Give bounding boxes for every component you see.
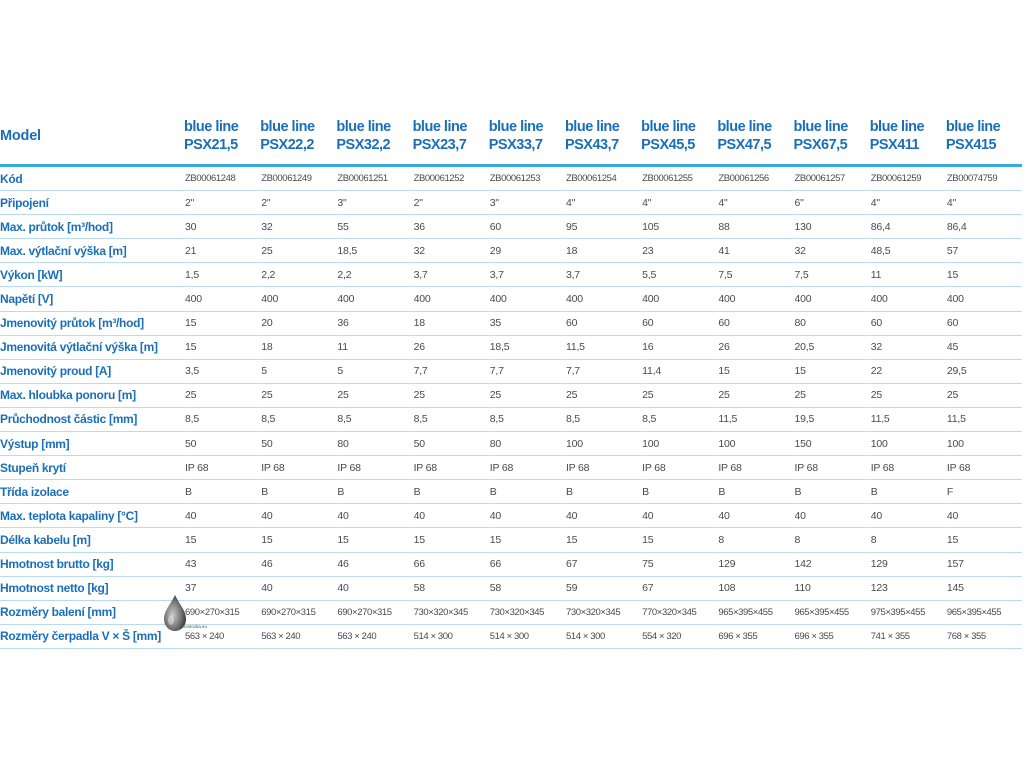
table-cell: 400 xyxy=(946,287,1022,311)
row-label: Výstup [mm] xyxy=(0,432,184,456)
table-cell: 400 xyxy=(184,287,260,311)
table-cell: 46 xyxy=(260,553,336,577)
table-cell: 150 xyxy=(794,432,870,456)
table-cell: B xyxy=(260,480,336,504)
table-cell: 25 xyxy=(184,384,260,408)
row-label: Délka kabelu [m] xyxy=(0,528,184,552)
table-cell: 36 xyxy=(336,312,412,336)
table-cell: 40 xyxy=(565,504,641,528)
table-cell: 123 xyxy=(870,577,946,601)
product-header xyxy=(413,108,489,167)
table-row xyxy=(0,287,1022,311)
table-cell: 59 xyxy=(565,577,641,601)
table-cell: 25 xyxy=(946,384,1022,408)
table-cell: 25 xyxy=(870,384,946,408)
table-cell: ZB00061253 xyxy=(489,167,565,191)
product-line: blue line xyxy=(260,119,315,135)
table-cell: 29,5 xyxy=(946,360,1022,384)
row-label: Třída izolace xyxy=(0,480,184,504)
table-row xyxy=(0,336,1022,360)
table-cell: 400 xyxy=(794,287,870,311)
table-cell: 57 xyxy=(946,239,1022,263)
table-cell: 696 × 355 xyxy=(794,625,870,649)
product-model: PSX23,7 xyxy=(412,137,467,153)
table-cell: 11,4 xyxy=(641,360,717,384)
table-cell: 80 xyxy=(489,432,565,456)
table-cell: 25 xyxy=(260,384,336,408)
table-cell: IP 68 xyxy=(184,456,260,480)
table-cell: 15 xyxy=(489,528,565,552)
table-cell: 8,5 xyxy=(489,408,565,432)
product-model: PSX47,5 xyxy=(717,137,772,153)
table-cell: 11 xyxy=(336,336,412,360)
table-cell: 67 xyxy=(641,577,717,601)
table-cell: B xyxy=(565,480,641,504)
table-cell: 7,5 xyxy=(717,263,793,287)
table-cell: 8,5 xyxy=(565,408,641,432)
table-cell: 11,5 xyxy=(870,408,946,432)
table-cell: 32 xyxy=(870,336,946,360)
product-header xyxy=(717,108,793,167)
table-cell: 105 xyxy=(641,215,717,239)
table-cell: 400 xyxy=(565,287,641,311)
table-cell: 40 xyxy=(717,504,793,528)
table-cell: 25 xyxy=(565,384,641,408)
table-cell: ZB00061255 xyxy=(641,167,717,191)
row-label: Kód xyxy=(0,167,184,191)
table-cell: 41 xyxy=(717,239,793,263)
table-cell: 7,7 xyxy=(413,360,489,384)
table-row xyxy=(0,456,1022,480)
table-cell: 4" xyxy=(641,191,717,215)
table-row xyxy=(0,408,1022,432)
table-cell: 100 xyxy=(870,432,946,456)
row-label: Rozměry čerpadla V × Š [mm] xyxy=(0,625,184,649)
table-cell: IP 68 xyxy=(794,456,870,480)
table-cell: 16 xyxy=(641,336,717,360)
table-cell: 400 xyxy=(489,287,565,311)
table-cell: 8,5 xyxy=(260,408,336,432)
table-row xyxy=(0,504,1022,528)
table-cell: ZB00074759 xyxy=(946,167,1022,191)
product-header xyxy=(260,108,336,167)
table-cell: 400 xyxy=(717,287,793,311)
spec-table xyxy=(0,108,1022,649)
table-cell: 40 xyxy=(489,504,565,528)
table-cell: 563 × 240 xyxy=(184,625,260,649)
table-cell: 46 xyxy=(336,553,412,577)
table-cell: IP 68 xyxy=(489,456,565,480)
table-cell: 8,5 xyxy=(641,408,717,432)
table-cell: 157 xyxy=(946,553,1022,577)
product-model: PSX21,5 xyxy=(184,137,238,153)
table-cell: 32 xyxy=(794,239,870,263)
table-cell: 36 xyxy=(413,215,489,239)
row-label: Max. výtlační výška [m] xyxy=(0,239,184,263)
table-cell: 8,5 xyxy=(413,408,489,432)
table-cell: 5 xyxy=(260,360,336,384)
table-cell: IP 68 xyxy=(565,456,641,480)
table-cell: 88 xyxy=(717,215,793,239)
table-cell: 60 xyxy=(565,312,641,336)
product-line: blue line xyxy=(945,119,1001,135)
table-cell: 730×320×345 xyxy=(413,601,489,625)
product-header xyxy=(641,108,717,167)
table-cell: ZB00061254 xyxy=(565,167,641,191)
product-line: blue line xyxy=(412,119,467,135)
table-cell: 40 xyxy=(641,504,717,528)
table-cell: B xyxy=(870,480,946,504)
row-label: Max. hloubka ponoru [m] xyxy=(0,384,184,408)
table-cell: 110 xyxy=(794,577,870,601)
table-cell: 965×395×455 xyxy=(794,601,870,625)
row-label: Stupeň krytí xyxy=(0,456,184,480)
row-label: Hmotnost brutto [kg] xyxy=(0,553,184,577)
table-cell: 40 xyxy=(184,504,260,528)
row-label: Jmenovitá výtlační výška [m] xyxy=(0,336,184,360)
table-cell: 55 xyxy=(336,215,412,239)
product-header xyxy=(794,108,870,167)
table-row xyxy=(0,480,1022,504)
table-cell: IP 68 xyxy=(413,456,489,480)
table-cell: 3,7 xyxy=(489,263,565,287)
table-cell: 18,5 xyxy=(336,239,412,263)
table-cell: 8 xyxy=(870,528,946,552)
product-header xyxy=(946,108,1022,167)
product-header xyxy=(489,108,565,167)
table-cell: 770×320×345 xyxy=(641,601,717,625)
table-row xyxy=(0,625,1022,649)
table-cell: 400 xyxy=(870,287,946,311)
table-cell: 40 xyxy=(336,577,412,601)
table-cell: 400 xyxy=(336,287,412,311)
table-cell: 15 xyxy=(184,528,260,552)
table-cell: 86,4 xyxy=(946,215,1022,239)
product-line: blue line xyxy=(641,119,696,135)
table-cell: 7,7 xyxy=(489,360,565,384)
table-cell: ZB00061259 xyxy=(870,167,946,191)
product-model: PSX33,7 xyxy=(488,137,543,153)
table-cell: 95 xyxy=(565,215,641,239)
table-cell: 130 xyxy=(794,215,870,239)
table-cell: 768 × 355 xyxy=(946,625,1022,649)
table-cell: 8,5 xyxy=(184,408,260,432)
row-label: Hmotnost netto [kg] xyxy=(0,577,184,601)
product-header xyxy=(184,108,260,167)
table-cell: 60 xyxy=(641,312,717,336)
table-cell: 86,4 xyxy=(870,215,946,239)
table-cell: 730×320×345 xyxy=(565,601,641,625)
table-cell: 8 xyxy=(717,528,793,552)
table-cell: 3,7 xyxy=(565,263,641,287)
table-cell: 142 xyxy=(794,553,870,577)
product-model: PSX45,5 xyxy=(641,137,695,153)
table-cell: 43 xyxy=(184,553,260,577)
table-cell: B xyxy=(794,480,870,504)
table-cell: 7,7 xyxy=(565,360,641,384)
table-cell: 8,5 xyxy=(336,408,412,432)
table-cell: ZB00061257 xyxy=(794,167,870,191)
table-cell: 514 × 300 xyxy=(489,625,565,649)
table-cell: 50 xyxy=(184,432,260,456)
table-row xyxy=(0,263,1022,287)
table-cell: 15 xyxy=(641,528,717,552)
table-cell: 100 xyxy=(565,432,641,456)
table-cell: F xyxy=(946,480,1022,504)
table-cell: 29 xyxy=(489,239,565,263)
product-line: blue line xyxy=(184,119,239,135)
table-cell: 75 xyxy=(641,553,717,577)
table-cell: 40 xyxy=(870,504,946,528)
table-cell: 400 xyxy=(260,287,336,311)
product-header xyxy=(565,108,641,167)
product-line: blue line xyxy=(564,119,620,135)
table-row xyxy=(0,312,1022,336)
row-label: Max. průtok [m³/hod] xyxy=(0,215,184,239)
table-cell: ZB00061252 xyxy=(413,167,489,191)
table-cell: 15 xyxy=(946,528,1022,552)
product-line: blue line xyxy=(793,119,848,135)
table-cell: 100 xyxy=(641,432,717,456)
row-label: Jmenovitý proud [A] xyxy=(0,360,184,384)
table-cell: IP 68 xyxy=(946,456,1022,480)
table-cell: 25 xyxy=(336,384,412,408)
row-label: Výkon [kW] xyxy=(0,263,184,287)
table-cell: 58 xyxy=(489,577,565,601)
model-header: Model xyxy=(0,108,184,167)
table-cell: 80 xyxy=(794,312,870,336)
table-cell: 129 xyxy=(717,553,793,577)
table-cell: 1,5 xyxy=(184,263,260,287)
table-cell: 32 xyxy=(413,239,489,263)
table-cell: 690×270×315 xyxy=(184,601,260,625)
product-line: blue line xyxy=(488,119,544,135)
table-cell: 30 xyxy=(184,215,260,239)
table-cell: B xyxy=(336,480,412,504)
table-cell: 6" xyxy=(794,191,870,215)
table-cell: 400 xyxy=(413,287,489,311)
table-cell: 696 × 355 xyxy=(717,625,793,649)
table-cell: 18,5 xyxy=(489,336,565,360)
table-row xyxy=(0,528,1022,552)
table-cell: 18 xyxy=(260,336,336,360)
table-cell: ZB00061251 xyxy=(336,167,412,191)
product-model: PSX43,7 xyxy=(564,137,619,153)
product-header xyxy=(870,108,946,167)
table-cell: 15 xyxy=(946,263,1022,287)
table-cell: 32 xyxy=(260,215,336,239)
table-cell: 975×395×455 xyxy=(870,601,946,625)
table-cell: 2,2 xyxy=(260,263,336,287)
table-cell: 4" xyxy=(946,191,1022,215)
table-cell: 58 xyxy=(413,577,489,601)
header-row xyxy=(0,108,1022,167)
table-row xyxy=(0,432,1022,456)
table-cell: 965×395×455 xyxy=(717,601,793,625)
product-model: PSX411 xyxy=(869,137,920,153)
table-cell: 100 xyxy=(717,432,793,456)
table-cell: 690×270×315 xyxy=(336,601,412,625)
product-line: blue line xyxy=(717,119,772,135)
row-label: Jmenovitý průtok [m³/hod] xyxy=(0,312,184,336)
table-cell: 60 xyxy=(717,312,793,336)
table-cell: 20,5 xyxy=(794,336,870,360)
table-cell: B xyxy=(413,480,489,504)
table-cell: IP 68 xyxy=(336,456,412,480)
product-model: PSX67,5 xyxy=(793,137,848,153)
table-cell: 25 xyxy=(794,384,870,408)
table-cell: 25 xyxy=(413,384,489,408)
table-cell: 40 xyxy=(260,504,336,528)
row-label: Rozměry balení [mm] xyxy=(0,601,184,625)
table-cell: 25 xyxy=(717,384,793,408)
table-cell: ZB00061248 xyxy=(184,167,260,191)
table-cell: 15 xyxy=(184,312,260,336)
table-cell: 730×320×345 xyxy=(489,601,565,625)
table-cell: IP 68 xyxy=(260,456,336,480)
table-cell: 563 × 240 xyxy=(260,625,336,649)
table-cell: 15 xyxy=(260,528,336,552)
table-cell: 563 × 240 xyxy=(336,625,412,649)
table-cell: 37 xyxy=(184,577,260,601)
table-cell: 40 xyxy=(336,504,412,528)
product-model: PSX415 xyxy=(945,137,997,153)
table-cell: 26 xyxy=(717,336,793,360)
table-row xyxy=(0,191,1022,215)
table-cell: 3" xyxy=(336,191,412,215)
table-cell: 50 xyxy=(260,432,336,456)
table-cell: 45 xyxy=(946,336,1022,360)
table-cell: B xyxy=(641,480,717,504)
table-cell: ZB00061249 xyxy=(260,167,336,191)
table-cell: 514 × 300 xyxy=(565,625,641,649)
table-cell: 5 xyxy=(336,360,412,384)
table-cell: 11,5 xyxy=(717,408,793,432)
table-cell: 11 xyxy=(870,263,946,287)
row-label: Průchodnost částic [mm] xyxy=(0,408,184,432)
table-cell: 40 xyxy=(413,504,489,528)
table-cell: 18 xyxy=(565,239,641,263)
table-cell: 145 xyxy=(946,577,1022,601)
table-cell: 66 xyxy=(413,553,489,577)
table-cell: 129 xyxy=(870,553,946,577)
table-cell: 741 × 355 xyxy=(870,625,946,649)
table-cell: 5,5 xyxy=(641,263,717,287)
table-cell: 26 xyxy=(413,336,489,360)
table-cell: 25 xyxy=(641,384,717,408)
table-cell: 15 xyxy=(336,528,412,552)
table-cell: 8 xyxy=(794,528,870,552)
table-cell: 7,5 xyxy=(794,263,870,287)
table-cell: 50 xyxy=(413,432,489,456)
table-cell: 15 xyxy=(413,528,489,552)
table-cell: 67 xyxy=(565,553,641,577)
table-row xyxy=(0,239,1022,263)
table-cell: 60 xyxy=(946,312,1022,336)
table-cell: 19,5 xyxy=(794,408,870,432)
table-cell: 25 xyxy=(260,239,336,263)
table-cell: B xyxy=(489,480,565,504)
table-cell: 25 xyxy=(489,384,565,408)
table-cell: 2" xyxy=(260,191,336,215)
table-cell: 4" xyxy=(870,191,946,215)
table-cell: B xyxy=(717,480,793,504)
table-cell: 40 xyxy=(794,504,870,528)
product-line: blue line xyxy=(869,119,925,135)
table-row xyxy=(0,553,1022,577)
table-cell: 21 xyxy=(184,239,260,263)
watermark-text: Destovka.eu xyxy=(182,624,208,629)
table-cell: ZB00061256 xyxy=(717,167,793,191)
table-cell: 514 × 300 xyxy=(413,625,489,649)
table-row xyxy=(0,167,1022,191)
table-cell: 60 xyxy=(870,312,946,336)
table-cell: 3,5 xyxy=(184,360,260,384)
product-line: blue line xyxy=(336,119,391,135)
table-cell: 3" xyxy=(489,191,565,215)
table-cell: 2" xyxy=(184,191,260,215)
table-cell: 48,5 xyxy=(870,239,946,263)
table-cell: 4" xyxy=(717,191,793,215)
table-cell: 40 xyxy=(260,577,336,601)
table-row xyxy=(0,384,1022,408)
table-cell: 66 xyxy=(489,553,565,577)
table-cell: 400 xyxy=(641,287,717,311)
product-header xyxy=(336,108,412,167)
table-cell: 4" xyxy=(565,191,641,215)
table-row xyxy=(0,215,1022,239)
table-cell: 40 xyxy=(946,504,1022,528)
table-cell: 11,5 xyxy=(565,336,641,360)
table-cell: 23 xyxy=(641,239,717,263)
product-model: PSX32,2 xyxy=(336,137,391,153)
table-cell: 22 xyxy=(870,360,946,384)
table-cell: 15 xyxy=(184,336,260,360)
product-model: PSX22,2 xyxy=(260,137,314,153)
table-cell: 15 xyxy=(794,360,870,384)
row-label: Napětí [V] xyxy=(0,287,184,311)
table-cell: 18 xyxy=(413,312,489,336)
table-cell: 965×395×455 xyxy=(946,601,1022,625)
table-cell: 554 × 320 xyxy=(641,625,717,649)
table-cell: 2" xyxy=(413,191,489,215)
table-cell: IP 68 xyxy=(641,456,717,480)
table-row xyxy=(0,577,1022,601)
table-cell: 20 xyxy=(260,312,336,336)
table-cell: 60 xyxy=(489,215,565,239)
table-cell: 2,2 xyxy=(336,263,412,287)
table-cell: 11,5 xyxy=(946,408,1022,432)
table-cell: 108 xyxy=(717,577,793,601)
table-row xyxy=(0,601,1022,625)
row-label: Připojení xyxy=(0,191,184,215)
table-cell: 3,7 xyxy=(413,263,489,287)
table-cell: IP 68 xyxy=(717,456,793,480)
table-cell: IP 68 xyxy=(870,456,946,480)
table-cell: 100 xyxy=(946,432,1022,456)
row-label: Max. teplota kapaliny [°C] xyxy=(0,504,184,528)
table-cell: 80 xyxy=(336,432,412,456)
table-cell: 690×270×315 xyxy=(260,601,336,625)
table-row xyxy=(0,360,1022,384)
table-cell: 15 xyxy=(565,528,641,552)
table-cell: 15 xyxy=(717,360,793,384)
table-cell: B xyxy=(184,480,260,504)
table-cell: 35 xyxy=(489,312,565,336)
